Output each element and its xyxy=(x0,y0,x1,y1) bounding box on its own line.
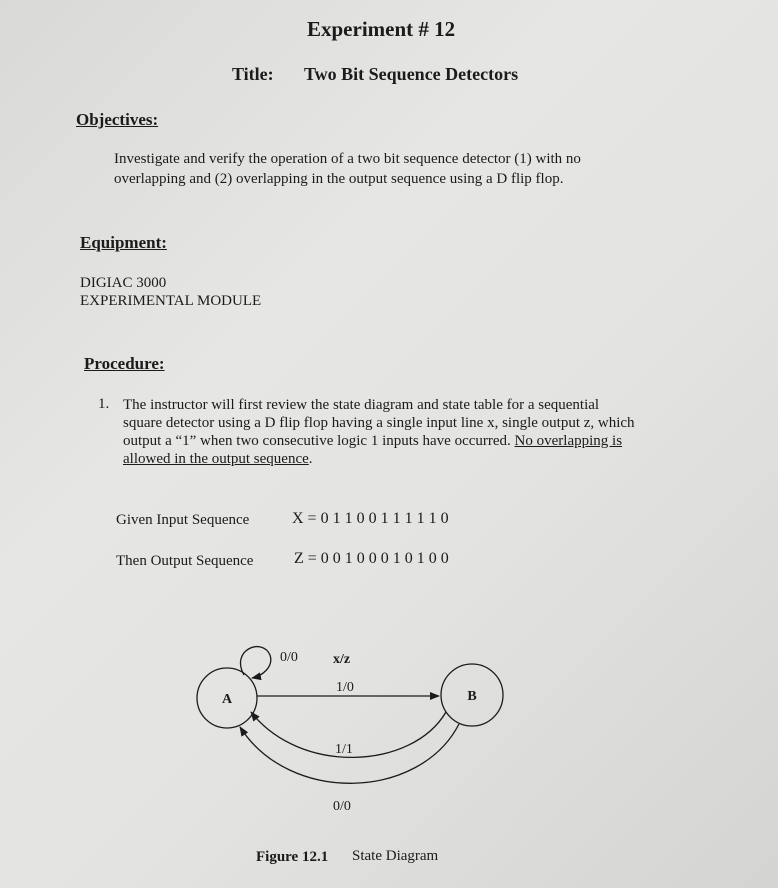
procedure-heading: Procedure: xyxy=(84,354,165,373)
procedure-step-number: 1. xyxy=(98,396,110,412)
experiment-heading: Experiment # 12 xyxy=(307,17,456,41)
objectives-line-2: overlapping and (2) overlapping in the output sequence using a D flip flop. xyxy=(114,171,564,187)
output-sequence-label: Then Output Sequence xyxy=(116,553,254,569)
objectives-line-1: Investigate and verify the operation of a two bit sequence detector (1) with no xyxy=(114,151,581,167)
b-to-a-outer-label: 0/0 xyxy=(333,799,351,814)
input-sequence-value: X = 0 1 1 0 0 1 1 1 1 1 0 xyxy=(292,510,449,527)
figure-number: Figure 12.1 xyxy=(256,849,329,865)
legend-label: x/z xyxy=(333,652,351,667)
objectives-heading: Objectives: xyxy=(76,110,159,129)
figure-caption: State Diagram xyxy=(352,848,439,864)
no-overlap-note-part-1: No overlapping is xyxy=(514,433,623,449)
procedure-line-4-period: . xyxy=(308,451,313,467)
state-b-label: B xyxy=(467,689,477,704)
procedure-line-1: The instructor will first review the state diagram and state table for a sequential xyxy=(123,397,600,413)
equipment-item: EXPERIMENTAL MODULE xyxy=(80,293,262,309)
input-sequence-label: Given Input Sequence xyxy=(116,512,250,528)
state-a-label: A xyxy=(221,692,233,707)
equipment-item: DIGIAC 3000 xyxy=(80,275,167,291)
b-to-a-inner-label: 1/1 xyxy=(335,742,353,757)
procedure-line-3-text: output a “1” when two consecutive logic 1 inputs have occurred. xyxy=(123,433,511,449)
equipment-heading: Equipment: xyxy=(80,233,167,252)
experiment-title: Two Bit Sequence Detectors xyxy=(304,64,519,84)
procedure-line-2: square detector using a D flip flop having a single input line x, single output z, which xyxy=(123,415,635,431)
no-overlap-note-part-2: allowed in the output sequence xyxy=(123,451,309,467)
title-label: Title: xyxy=(232,64,274,84)
a-to-b-label: 1/0 xyxy=(336,680,354,695)
output-sequence-value: Z = 0 0 1 0 0 0 1 0 1 0 0 xyxy=(294,550,449,567)
self-loop-a-label: 0/0 xyxy=(280,650,298,665)
